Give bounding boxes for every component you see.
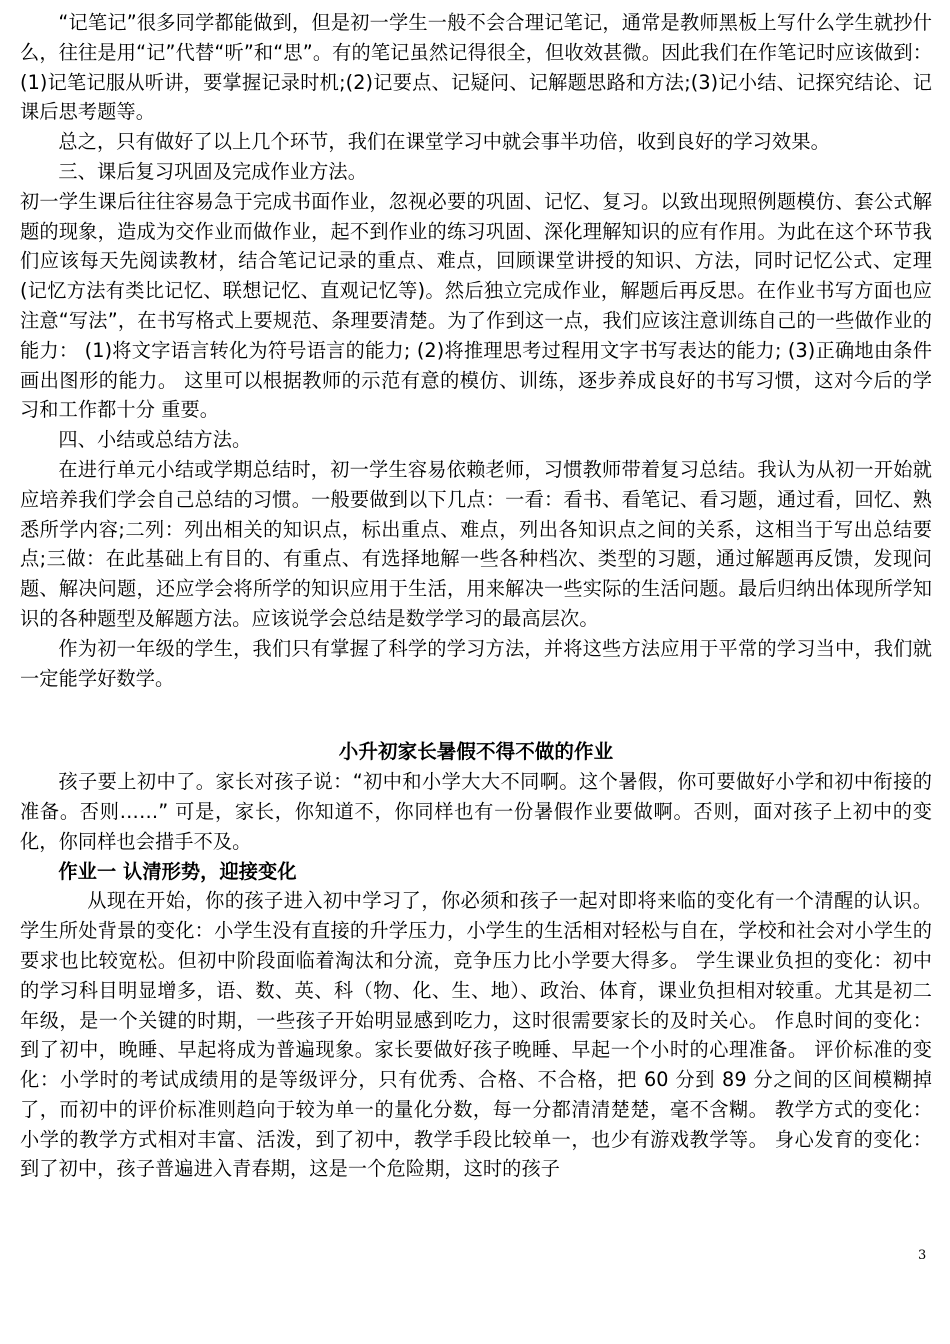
- paragraph-summary: 总之，只有做好了以上几个环节，我们在课堂学习中就会事半功倍，收到良好的学习效果。: [58, 130, 830, 154]
- article-title: 小升初家长暑假不得不做的作业: [338, 740, 614, 764]
- section-gap: [20, 693, 932, 737]
- paragraph-intro: 孩子要上初中了。家长对孩子说：“初中和小学大大不同啊。这个暑假，你可要做好小学和初中衔接的准备。否则……” 可是，家长，你知道不，你同样也有一份暑假作业要做啊。否则，面对孩子上初中的变化，你同样也会措手不及。: [20, 770, 932, 853]
- paragraph-closing: 作为初一年级的学生，我们只有掌握了科学的学习方法，并将这些方法应用于平常的学习当中，我们就一定能学好数学。: [20, 636, 932, 690]
- document-body: [20, 8, 932, 1184]
- paragraph-conclusion: 在进行单元小结或学期总结时，初一学生容易依赖老师，习惯教师带着复习总结。我认为从初一开始就应培养我们学会自己总结的习惯。一般要做到以下几点：一看：看书、看笔记、看习题，通过看，回忆、熟悉所学内容;二列：列出相关的知识点，标出重点、难点，列出各知识点之间的关系，这相当于写出总结要点;三做：在此基础上有目的、有重点、有选择地解一些各种档次、类型的习题，通过解题再反馈，发现问题、解决问题，还应学会将所学的知识应用于生活，用来解决一些实际的生活问题。最后归纳出体现所学知识的各种题型及解题方法。应该说学会总结是数学学习的最高层次。: [20, 457, 932, 630]
- paragraph-note-taking: “记笔记”很多同学都能做到，但是初一学生一般不会合理记笔记，通常是教师黑板上写什么学生就抄什么，往往是用“记”代替“听”和“思”。有的笔记虽然记得很全，但收效甚微。因此我们在作笔记时应该做到：(1)记笔记服从听讲，要掌握记录时机;(2)记要点、记疑问、记解题思路和方法;(3)记小结、记探究结论、记课后思考题等。: [20, 11, 932, 124]
- paragraph-homework-one: 从现在开始，你的孩子进入初中学习了，你必须和孩子一起对即将来临的变化有一个清醒的认识。 学生所处背景的变化：小学生没有直接的升学压力，小学生的生活相对轻松与自在，学校和社会对小学生的要求也比较宽松。但初中阶段面临着淘汰和分流，竞争压力比小学要大得多。 学生课业负担的变化：初中的学习科目明显增多，语、数、英、科（物、化、生、地）、政治、体育，课业负担相对较重。尤其是初二年级，是一个关键的时期，一些孩子开始明显感到吃力，这时很需要家长的及时关心。 作息时间的变化：到了初中，晚睡、早起将成为普遍现象。家长要做好孩子晚睡、早起一个小时的心理准备。 评价标准的变化：小学时的考试成绩用的是等级评分，只有优秀、合格、不合格，把 60 分到 89 分之间的区间模糊掉了，而初中的评价标准则趋向于较为单一的量化分数，每一分都清清楚楚，毫不含糊。 教学方式的变化：小学的教学方式相对丰富、活泼，到了初中，教学手段比较单一，也少有游戏教学等。 身心发育的变化：到了初中，孩子普遍进入青春期，这是一个危险期，这时的孩子: [20, 889, 932, 1181]
- page-number: 3: [918, 1248, 927, 1263]
- homework-one-heading: 作业一 认清形势，迎接变化: [58, 859, 297, 883]
- heading-review-method: 三、课后复习巩固及完成作业方法。: [58, 159, 367, 183]
- heading-conclusion-method: 四、小结或总结方法。: [58, 428, 252, 452]
- paragraph-review: 初一学生课后往往容易急于完成书面作业，忽视必要的巩固、记忆、复习。以致出现照例题模仿、套公式解题的现象，造成为交作业而做作业，起不到作业的练习巩固、深化理解知识的应有作用。为此在这个环节我们应该每天先阅读教材，结合笔记记录的重点、难点，回顾课堂讲授的知识、方法，同时记忆公式、定理(记忆方法有类比记忆、联想记忆、直观记忆等)。然后独立完成作业，解题后再反思。在作业书写方面也应注意“写法”，在书写格式上要规范、条理要清楚。为了作到这一点，我们应该注意训练自己的一些做作业的能力： (1)将文字语言转化为符号语言的能力; (2)将推理思考过程用文字书写表达的能力; (3)正确地由条件画出图形的能力。 这里可以根据教师的示范有意的模仿、训练，逐步养成良好的书写习惯，这对今后的学习和工作都十分 重要。: [20, 189, 932, 422]
